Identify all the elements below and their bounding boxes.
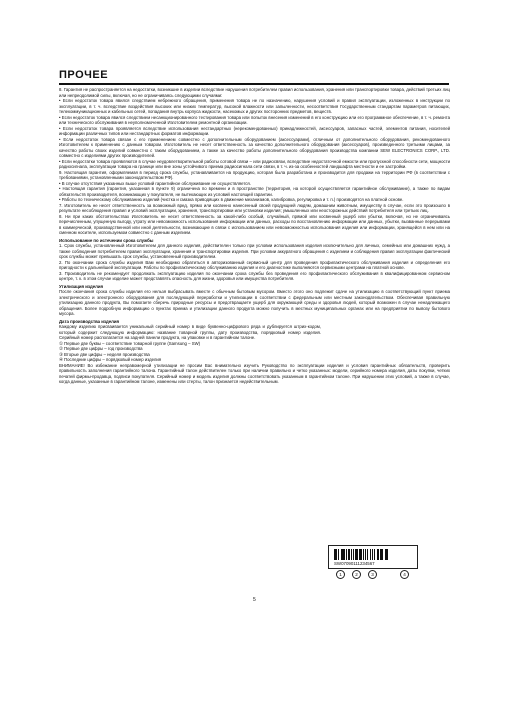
marker-2: 2 xyxy=(352,570,361,579)
paragraph: 3. Производитель не рекомендует продолжать эксплуатацию изделия по окончании срока службы без проведения его профилактического обслуживания в квалифицированном сервисном центре, т. к. в этом случае изделие может представлять опасность для жизни, здоровья или имущества потребителя. xyxy=(59,270,450,281)
marker-4: 4 xyxy=(400,570,409,579)
barcode-bar xyxy=(367,549,369,560)
paragraph: • Если недостаток товара проявляется вследствие использования нестандартных (нерекомендованных) принадлежностей, аксессуаров, запасных частей, элементов питания, носителей информации различных типов или нестандартных форматов информации. xyxy=(59,125,450,136)
barcode-sticker xyxy=(328,545,418,569)
paragraph: • Если недостатки товара проявляются в случае неудовлетворительной работы сотовой связи – или радиосвязи, вследствие недостаточной емкости или пропускной способности сети, мощности радиосигнала, эксплуатации товара на границе или вне зоны устойчивого приема радиосигнала сети связи, в т. ч. из-за особенностей ландшафта местности и ее застройки. xyxy=(59,158,450,169)
marker-1: 1 xyxy=(336,570,345,579)
paragraph: После окончания срока службы изделия его нельзя выбрасывать вместе с обычным бытовым мусором. Вместо этого оно подлежит сдаче на утилизацию в соответствующий пункт приема электрического и электронного оборудования для последующей переработки и утилизации в соответствии с федеральным или местным законодательством. Обеспечивая правильную утилизацию данного продукта, Вы помогаете сберечь природные ресурсы и предотвращаете ущерб для окружающей среды и здоровья людей, который возможен в случае ненадлежащего обращения. Более подробную информацию о пунктах приема и утилизации данного продукта можно получить в местных муниципальных органах или на предприятии по вывозу бытового мусора. xyxy=(59,289,450,316)
paragraph: 8. Гарантия не распространяется на недостатки, возникшие в изделии вследствие нарушения потребителем правил использования, хранения или транспортировки товара, действий третьих лиц или непреодолимой силы, включая, но не ограничиваясь следующими случаями: xyxy=(59,87,450,98)
legend-item: ② Первые две цифры – год производства xyxy=(59,346,143,351)
barcode-number: SW07090111234567 xyxy=(334,560,375,566)
barcode-bar xyxy=(353,549,354,560)
warning-note: ВНИМАНИЕ! Во избежание неправомерной утилизации не просим Вас внимательно изучить Руководство по эксплуатации изделия и условия гарантийных обязательств, проверить правильность заполнения гарантийного талона. Гарантийный талон действителен только при наличии правильно и четко указанных: модели, серийного номера изделия, даты покупки, четких печатей фирмы-продавца, подписи покупателя. Серийный номер и модель изделия должны соответствовать указанным в гарантийном талоне. При нарушении этих условий, а также в случае, когда данные, указанные в гарантийном талоне, изменены или стерты, талон признается недействительным. xyxy=(59,362,450,384)
legend-item: ① Первые две буквы – соответствие товарной группе (Samsung – SW) xyxy=(59,340,201,346)
marker-3: 3 xyxy=(368,570,377,579)
paragraph: 8. Ни при каких обстоятельствах Изготовитель не несет ответственность за какой-либо особый, случайный, прямой или косвенный ущерб или убытки, включая, но не ограничиваясь перечисленным, упущенную выгоду, утрату или невозможность использования информации или данных, расходы по восстановлению информации или данных, убытки, вызванные перерывами в коммерческой, производственной или иной деятельности, возникающие в связи с использованием или невозможностью использования изделия или информации, хранящейся в нем или на сменном носителе, используемом совместно с данным изделием. xyxy=(59,213,450,235)
barcode-bar xyxy=(342,549,344,560)
barcode-markers xyxy=(330,570,422,578)
paragraph: 9. Настоящая гарантия, оформляемая в период срока службы, устанавливается на продукцию, которая была разработана и производится для продажи на территории РФ (в соответствии с требованиями, установленными законодательством РФ). xyxy=(59,169,450,180)
paragraph: • Если недостаток товара явился следствием небрежного обращения, применения товара не по назначению, нарушения условий и правил эксплуатации, изложенных в инструкции по эксплуатации, в т. ч. вследствие воздействия высоких или низких температур, высокой влажности или запыленности, несоответствия Государственным стандартам параметров питающих, телекоммуникационных и кабельных сетей, попадания внутрь корпуса жидкости, насекомых и других посторонних предметов, веществ. xyxy=(59,98,450,114)
barcode-bar xyxy=(351,549,352,560)
page-title: ПРОЧЕЕ xyxy=(59,69,109,81)
paragraph: Каждому изделию присваивается уникальный серийный номер в виде буквенно-цифрового ряда и дублируется штрих-кодом, который содержит следующую информацию: название товарной группы, дату производства, порядковый номер изделия. Серийный номер располагается на задней панели продукта, на упаковке и в гарантийном талоне. xyxy=(59,324,321,340)
barcode-bar xyxy=(386,549,388,560)
legend-item: ④ Последние цифры – порядковый номер изделия xyxy=(59,357,162,362)
barcode-bar xyxy=(357,549,358,560)
paragraph: 7. Изготовитель не несет ответственность за возможный вред, прямо или косвенно нанесенный своей продукцией людям, домашним животным, имуществу в случае, если это произошло в результате несоблюдения правил и условий эксплуатации, хранения, транспортировки или установки изделия; умышленных или неосторожных действий потребителя или третьих лиц. xyxy=(59,202,450,213)
barcode-bar xyxy=(335,549,337,560)
section-heading-disposal: Утилизация изделия xyxy=(59,283,104,289)
section-heading-service-life: Использование по истечении срока службы xyxy=(59,237,154,243)
barcode-bars xyxy=(334,549,396,560)
document-body xyxy=(59,87,450,385)
barcode-bar xyxy=(338,549,339,560)
paragraph: • Если недостаток товара явился следствием несанкционированного тестирования товара или попыток внесения изменений в его конструкцию или его программное обеспечение, в т. ч. ремонта или технического обслуживания в неуполномоченной Изготовителем ремонтной организации. xyxy=(59,114,450,125)
paragraph: • Настоящая гарантия (гарантия, указанная в пункте 9) ограничена по времени и в пространстве (территория, на которой осуществляется гарантийное обслуживание), а также по видам обязательств производителя, возникающих у покупателя, не вытекающих из условий настоящей гарантии. xyxy=(59,186,450,197)
barcode-bar xyxy=(346,549,347,560)
legend-item: ③ Вторые две цифры – неделя производства xyxy=(59,351,150,357)
barcode-bar xyxy=(380,549,382,560)
paragraph: 1. Срок службы, установленный Изготовителем для данного изделия, действителен только при условии использования изделия исключительно для личных, семейных или домашних нужд, а также соблюдения потребителем правил эксплуатации, хранения и транспортировки изделия. При условии аккуратного обращения с изделием и соблюдения правил эксплуатации фактический срок службы может превышать срок службы, установленный производителем. xyxy=(59,243,450,259)
barcode-bar xyxy=(378,549,379,560)
title-divider xyxy=(59,83,449,85)
paragraph: 2. По окончании срока службы изделия Вам необходимо обратиться в авторизованный сервисный центр для проведения профилактического обслуживания изделия и определения его пригодности к дальнейшей эксплуатации. Работы по профилактическому обслуживанию изделия и его диагностике выполняются сервисными центрами на платной основе. xyxy=(59,259,450,270)
page-number: 5 xyxy=(253,597,256,603)
barcode-bar xyxy=(374,549,376,560)
barcode-bar xyxy=(372,549,373,560)
paragraph: • Работы по техническому обслуживанию изделий (чистка и смазка приводящих в движение механизмов, калибровка, регулировка и т. п.) производятся на платной основе. xyxy=(59,197,404,202)
barcode-bar xyxy=(365,549,366,560)
barcode-bar xyxy=(359,549,361,560)
section-heading-production-date: Дата производства изделия xyxy=(59,318,120,324)
paragraph: • В случае отсутствия указанных выше условий гарантийное обслуживание не осуществляется. xyxy=(59,180,251,186)
paragraph: • Если недостаток товара связан с его применением совместно с дополнительным оборудованием (аксессуарами), отличным от дополнительного оборудования, рекомендованного Изготовителем к применению с данным товаром. Изготовитель не несет ответственность за качество дополнительного оборудования (аксессуаров), произведенного третьими лицами, за качество работы своих изделий совместно с таким оборудованием, а также за качество работы дополнительного оборудования производства компании SEW ELECTRONICS CORP., LTD. совместно с изделиями других производителей. xyxy=(59,136,450,158)
